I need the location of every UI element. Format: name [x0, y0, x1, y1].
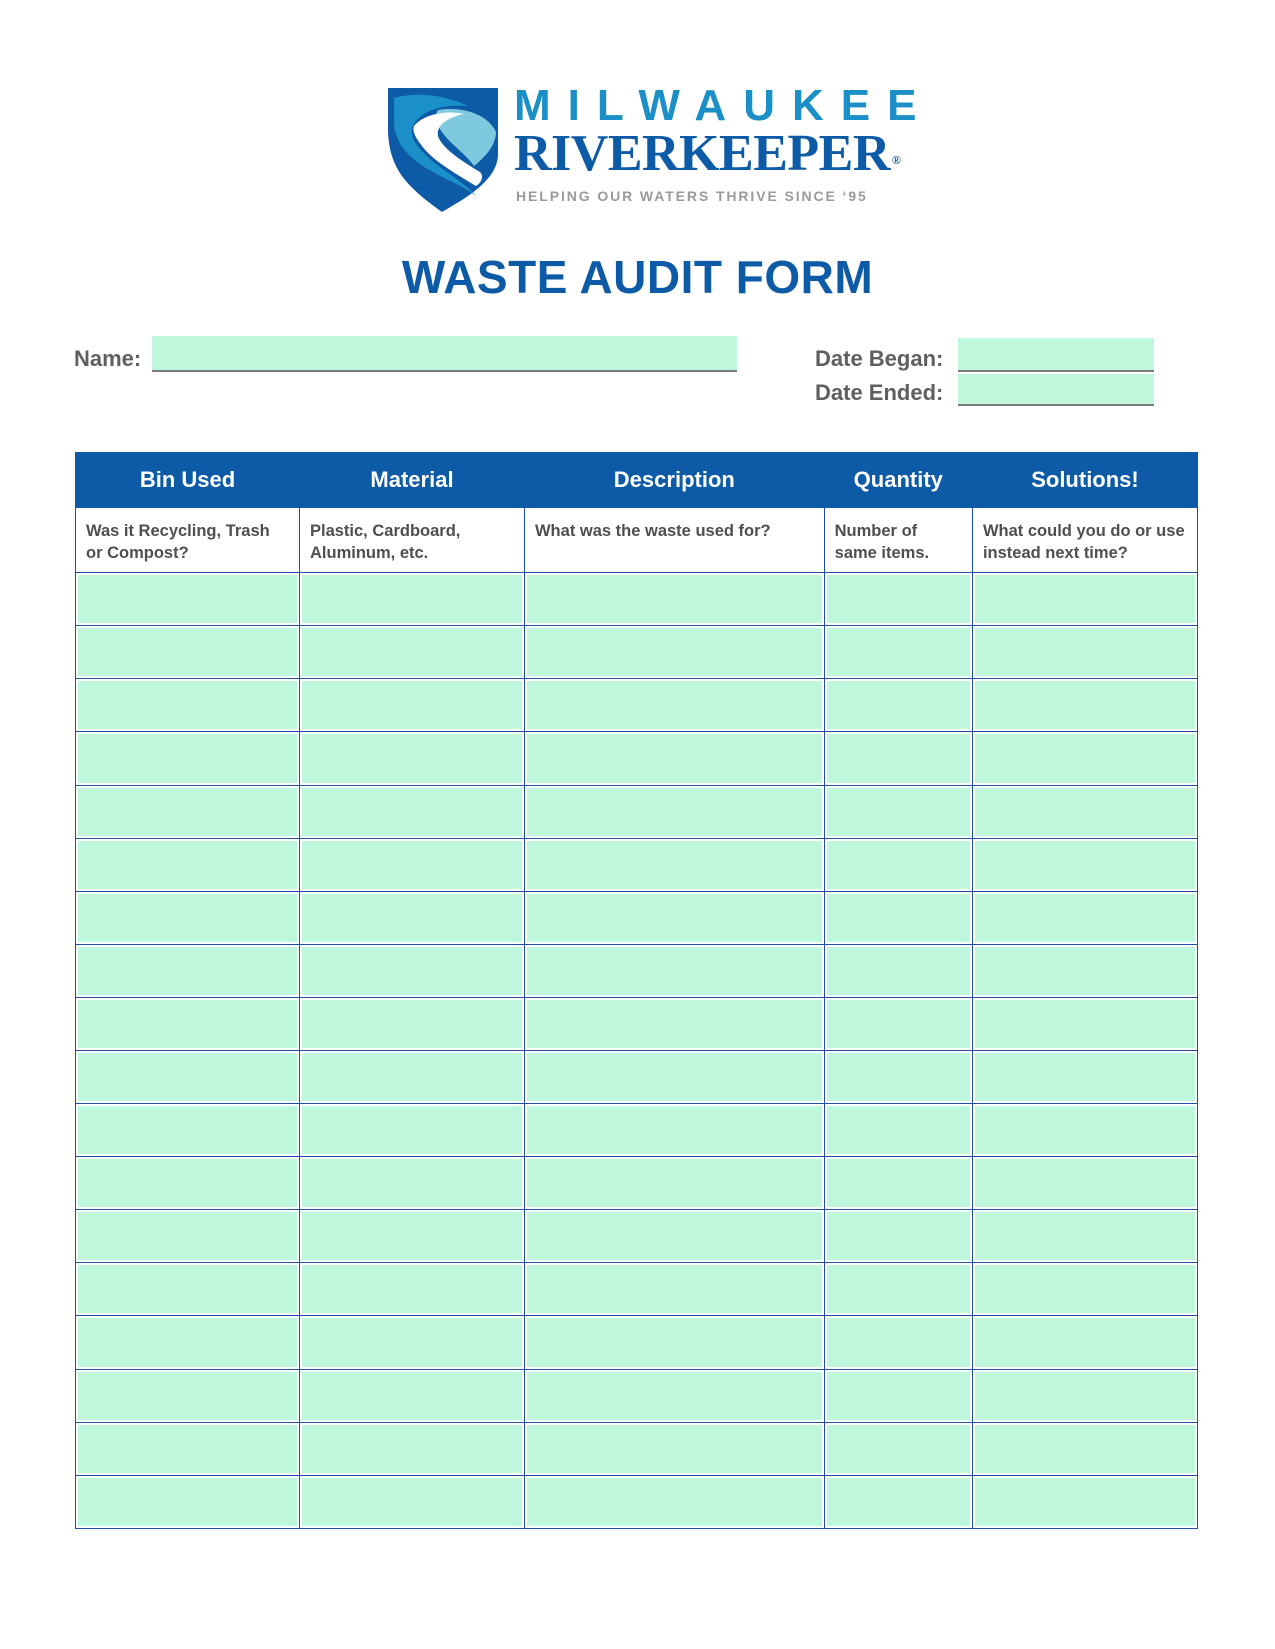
description-entry-field[interactable] — [527, 575, 822, 623]
table-cell-bin-used — [76, 1369, 300, 1422]
column-header-bin-used: Bin Used — [76, 453, 300, 508]
table-cell-quantity — [824, 1475, 972, 1528]
table-row — [76, 1475, 1198, 1528]
table-row — [76, 891, 1198, 944]
material-entry-field[interactable] — [302, 894, 522, 942]
table-cell-description — [524, 944, 824, 997]
bin-used-entry-field[interactable] — [78, 1212, 297, 1260]
table-cell-description — [524, 626, 824, 679]
table-cell-description — [524, 1263, 824, 1316]
table-cell-bin-used — [76, 891, 300, 944]
quantity-entry-field[interactable] — [827, 575, 970, 623]
table-cell-quantity — [824, 1210, 972, 1263]
table-row — [76, 997, 1198, 1050]
material-entry-field[interactable] — [302, 575, 522, 623]
date-began-field[interactable] — [958, 338, 1154, 372]
table-cell-quantity — [824, 1369, 972, 1422]
table-cell-description — [524, 1422, 824, 1475]
table-cell-quantity — [824, 679, 972, 732]
table-cell-material — [299, 785, 524, 838]
table-row — [76, 838, 1198, 891]
bin-used-entry-field[interactable] — [78, 575, 297, 623]
description-entry-field[interactable] — [527, 947, 822, 995]
table-cell-material — [299, 1050, 524, 1103]
table-cell-material — [299, 1316, 524, 1369]
table-cell-quantity — [824, 891, 972, 944]
solutions-entry-field[interactable] — [975, 947, 1195, 995]
material-entry-field[interactable] — [302, 1159, 522, 1207]
solutions-entry-field[interactable] — [975, 1159, 1195, 1207]
table-cell-solutions — [972, 573, 1197, 626]
bin-used-entry-field[interactable] — [78, 1053, 297, 1101]
bin-used-entry-field[interactable] — [78, 1000, 297, 1048]
column-header-quantity: Quantity — [824, 453, 972, 508]
table-cell-bin-used — [76, 679, 300, 732]
table-cell-material — [299, 1422, 524, 1475]
description-entry-field[interactable] — [527, 1318, 822, 1366]
material-entry-field[interactable] — [302, 841, 522, 889]
column-hint-bin-used: Was it Recycling, Trash or Compost? — [76, 508, 300, 573]
table-cell-solutions — [972, 626, 1197, 679]
description-entry-field[interactable] — [527, 1000, 822, 1048]
logo-line-riverkeeper — [514, 126, 900, 182]
description-entry-field[interactable] — [527, 894, 822, 942]
table-cell-quantity — [824, 1157, 972, 1210]
table-cell-description — [524, 679, 824, 732]
table-row — [76, 944, 1198, 997]
quantity-entry-field[interactable] — [827, 1372, 970, 1420]
quantity-entry-field[interactable] — [827, 1318, 970, 1366]
table-cell-quantity — [824, 785, 972, 838]
description-entry-field[interactable] — [527, 1053, 822, 1101]
solutions-entry-field[interactable] — [975, 1372, 1195, 1420]
material-entry-field[interactable] — [302, 734, 522, 782]
table-cell-solutions — [972, 1369, 1197, 1422]
table-cell-solutions — [972, 1210, 1197, 1263]
description-entry-field[interactable] — [527, 1478, 822, 1526]
table-cell-quantity — [824, 1104, 972, 1157]
table-cell-quantity — [824, 1050, 972, 1103]
form-title: WASTE AUDIT FORM — [401, 251, 874, 303]
table-cell-description — [524, 573, 824, 626]
waste-audit-table — [75, 452, 1198, 1529]
table-cell-bin-used — [76, 997, 300, 1050]
table-cell-solutions — [972, 785, 1197, 838]
table-cell-solutions — [972, 944, 1197, 997]
table-cell-solutions — [972, 679, 1197, 732]
table-cell-bin-used — [76, 838, 300, 891]
bin-used-entry-field[interactable] — [78, 1425, 297, 1473]
table-cell-material — [299, 679, 524, 732]
material-entry-field[interactable] — [302, 681, 522, 729]
table-cell-solutions — [972, 1050, 1197, 1103]
table-cell-bin-used — [76, 1422, 300, 1475]
bin-used-entry-field[interactable] — [78, 1106, 297, 1154]
table-cell-bin-used — [76, 1104, 300, 1157]
bin-used-entry-field[interactable] — [78, 841, 297, 889]
table-cell-solutions — [972, 732, 1197, 785]
solutions-entry-field[interactable] — [975, 841, 1195, 889]
table-row — [76, 626, 1198, 679]
material-entry-field[interactable] — [302, 947, 522, 995]
quantity-entry-field[interactable] — [827, 947, 970, 995]
description-entry-field[interactable] — [527, 1212, 822, 1260]
table-cell-solutions — [972, 997, 1197, 1050]
solutions-entry-field[interactable] — [975, 1318, 1195, 1366]
description-entry-field[interactable] — [527, 1265, 822, 1313]
table-cell-bin-used — [76, 1210, 300, 1263]
organization-logo — [384, 81, 934, 214]
solutions-entry-field[interactable] — [975, 1212, 1195, 1260]
table-cell-bin-used — [76, 1475, 300, 1528]
table-cell-quantity — [824, 626, 972, 679]
table-cell-description — [524, 1316, 824, 1369]
table-cell-quantity — [824, 732, 972, 785]
table-cell-bin-used — [76, 626, 300, 679]
table-cell-material — [299, 891, 524, 944]
solutions-entry-field[interactable] — [975, 1478, 1195, 1526]
table-cell-solutions — [972, 838, 1197, 891]
table-cell-description — [524, 1050, 824, 1103]
material-entry-field[interactable] — [302, 1000, 522, 1048]
river-shield-icon — [384, 84, 502, 214]
quantity-entry-field[interactable] — [827, 1053, 970, 1101]
quantity-entry-field[interactable] — [827, 1159, 970, 1207]
table-cell-material — [299, 1104, 524, 1157]
bin-used-entry-field[interactable] — [78, 1318, 297, 1366]
quantity-entry-field[interactable] — [827, 734, 970, 782]
name-field[interactable] — [152, 336, 737, 372]
bin-used-entry-field[interactable] — [78, 1265, 297, 1313]
table-cell-description — [524, 1369, 824, 1422]
material-entry-field[interactable] — [302, 1106, 522, 1154]
table-row — [76, 785, 1198, 838]
material-entry-field[interactable] — [302, 1318, 522, 1366]
bin-used-entry-field[interactable] — [78, 788, 297, 836]
table-cell-description — [524, 891, 824, 944]
table-cell-material — [299, 1263, 524, 1316]
bin-used-entry-field[interactable] — [78, 894, 297, 942]
date-ended-field[interactable] — [958, 374, 1154, 406]
table-cell-bin-used — [76, 944, 300, 997]
column-header-material: Material — [299, 453, 524, 508]
solutions-entry-field[interactable] — [975, 575, 1195, 623]
table-cell-material — [299, 732, 524, 785]
description-entry-field[interactable] — [527, 1106, 822, 1154]
solutions-entry-field[interactable] — [975, 1106, 1195, 1154]
quantity-entry-field[interactable] — [827, 1425, 970, 1473]
solutions-entry-field[interactable] — [975, 788, 1195, 836]
logo-riverkeeper-text: RIVERKEEPER — [514, 125, 890, 182]
table-cell-description — [524, 732, 824, 785]
table-row — [76, 732, 1198, 785]
table-cell-quantity — [824, 997, 972, 1050]
table-cell-bin-used — [76, 573, 300, 626]
solutions-entry-field[interactable] — [975, 1000, 1195, 1048]
bin-used-entry-field[interactable] — [78, 1159, 297, 1207]
column-hint-quantity: Number of same items. — [824, 508, 972, 573]
logo-line-milwaukee: MILWAUKEE — [514, 81, 934, 130]
table-cell-material — [299, 838, 524, 891]
table-cell-material — [299, 944, 524, 997]
bin-used-entry-field[interactable] — [78, 1478, 297, 1526]
bin-used-entry-field[interactable] — [78, 1372, 297, 1420]
quantity-entry-field[interactable] — [827, 1265, 970, 1313]
description-entry-field[interactable] — [527, 841, 822, 889]
table-row — [76, 1422, 1198, 1475]
table-cell-bin-used — [76, 732, 300, 785]
table-cell-material — [299, 573, 524, 626]
quantity-entry-field[interactable] — [827, 1000, 970, 1048]
table-cell-solutions — [972, 891, 1197, 944]
material-entry-field[interactable] — [302, 1265, 522, 1313]
table-cell-material — [299, 626, 524, 679]
description-entry-field[interactable] — [527, 1425, 822, 1473]
quantity-entry-field[interactable] — [827, 841, 970, 889]
solutions-entry-field[interactable] — [975, 1425, 1195, 1473]
table-cell-solutions — [972, 1263, 1197, 1316]
solutions-entry-field[interactable] — [975, 1053, 1195, 1101]
table-row — [76, 1369, 1198, 1422]
table-cell-quantity — [824, 1422, 972, 1475]
table-cell-bin-used — [76, 1157, 300, 1210]
description-entry-field[interactable] — [527, 681, 822, 729]
column-header-solutions: Solutions! — [972, 453, 1197, 508]
material-entry-field[interactable] — [302, 1372, 522, 1420]
date-ended-label: Date Ended: — [815, 380, 944, 405]
column-hint-row — [76, 508, 1198, 573]
table-cell-quantity — [824, 1316, 972, 1369]
date-began-label: Date Began: — [815, 346, 944, 371]
table-row — [76, 1316, 1198, 1369]
table-cell-solutions — [972, 1475, 1197, 1528]
table-cell-description — [524, 1475, 824, 1528]
table-cell-bin-used — [76, 785, 300, 838]
description-entry-field[interactable] — [527, 1159, 822, 1207]
description-entry-field[interactable] — [527, 734, 822, 782]
table-row — [76, 573, 1198, 626]
table-cell-description — [524, 997, 824, 1050]
material-entry-field[interactable] — [302, 628, 522, 676]
table-cell-material — [299, 1210, 524, 1263]
solutions-entry-field[interactable] — [975, 628, 1195, 676]
table-header-row — [76, 453, 1198, 508]
column-hint-material: Plastic, Cardboard, Aluminum, etc. — [299, 508, 524, 573]
quantity-entry-field[interactable] — [827, 788, 970, 836]
table-row — [76, 1210, 1198, 1263]
table-cell-material — [299, 1157, 524, 1210]
solutions-entry-field[interactable] — [975, 734, 1195, 782]
table-cell-material — [299, 1369, 524, 1422]
quantity-entry-field[interactable] — [827, 681, 970, 729]
table-cell-quantity — [824, 1263, 972, 1316]
bin-used-entry-field[interactable] — [78, 734, 297, 782]
column-hint-solutions: What could you do or use instead next time? — [972, 508, 1197, 573]
quantity-entry-field[interactable] — [827, 894, 970, 942]
table-cell-description — [524, 1210, 824, 1263]
table-cell-solutions — [972, 1104, 1197, 1157]
description-entry-field[interactable] — [527, 1372, 822, 1420]
table-cell-description — [524, 1157, 824, 1210]
logo-tagline: HELPING OUR WATERS THRIVE SINCE ‘95 — [516, 188, 868, 204]
material-entry-field[interactable] — [302, 788, 522, 836]
table-row — [76, 1050, 1198, 1103]
registered-mark: ® — [891, 153, 901, 167]
bin-used-entry-field[interactable] — [78, 681, 297, 729]
solutions-entry-field[interactable] — [975, 681, 1195, 729]
quantity-entry-field[interactable] — [827, 1212, 970, 1260]
table-cell-quantity — [824, 573, 972, 626]
material-entry-field[interactable] — [302, 1053, 522, 1101]
table-cell-bin-used — [76, 1316, 300, 1369]
quantity-entry-field[interactable] — [827, 1106, 970, 1154]
table-cell-material — [299, 997, 524, 1050]
table-row — [76, 1104, 1198, 1157]
bin-used-entry-field[interactable] — [78, 628, 297, 676]
table-cell-bin-used — [76, 1263, 300, 1316]
table-row — [76, 1263, 1198, 1316]
bin-used-entry-field[interactable] — [78, 947, 297, 995]
material-entry-field[interactable] — [302, 1478, 522, 1526]
material-entry-field[interactable] — [302, 1425, 522, 1473]
table-cell-quantity — [824, 838, 972, 891]
material-entry-field[interactable] — [302, 1212, 522, 1260]
table-cell-material — [299, 1475, 524, 1528]
table-cell-description — [524, 838, 824, 891]
table-row — [76, 1157, 1198, 1210]
table-row — [76, 679, 1198, 732]
solutions-entry-field[interactable] — [975, 1265, 1195, 1313]
name-label: Name: — [74, 346, 142, 371]
table-cell-bin-used — [76, 1050, 300, 1103]
column-hint-description: What was the waste used for? — [524, 508, 824, 573]
quantity-entry-field[interactable] — [827, 1478, 970, 1526]
description-entry-field[interactable] — [527, 628, 822, 676]
table-cell-solutions — [972, 1157, 1197, 1210]
quantity-entry-field[interactable] — [827, 628, 970, 676]
description-entry-field[interactable] — [527, 788, 822, 836]
column-header-description: Description — [524, 453, 824, 508]
table-cell-solutions — [972, 1422, 1197, 1475]
table-cell-description — [524, 785, 824, 838]
solutions-entry-field[interactable] — [975, 894, 1195, 942]
table-cell-description — [524, 1104, 824, 1157]
table-cell-solutions — [972, 1316, 1197, 1369]
table-cell-quantity — [824, 944, 972, 997]
